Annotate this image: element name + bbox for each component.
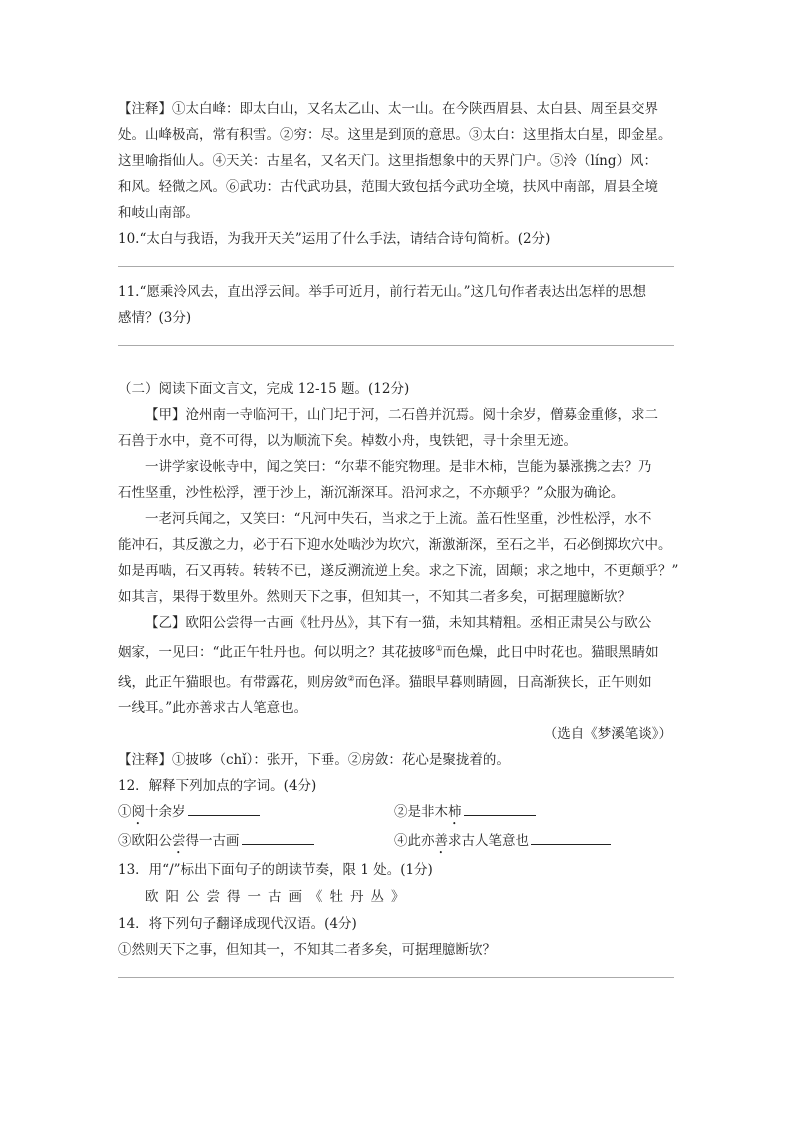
answer-blank[interactable]: [188, 801, 260, 816]
q14-item-1: ①然则天下之事，但知其一，不知其二者多矣，可据理臆断欤？: [118, 942, 496, 958]
answer-line-14[interactable]: [118, 977, 674, 978]
answer-line-10[interactable]: [118, 266, 674, 267]
question-12: 12．解释下列加点的字词。(4分): [118, 778, 317, 794]
q12-item-4: ④此亦善求古人笔意也: [394, 828, 670, 857]
q12-item-2: ②是非木柿: [394, 799, 670, 828]
note-line: 和风。轻微之风。⑥武功：古代武功县，范围大致包括今武功全境，扶风中南部，眉县全境: [118, 179, 658, 195]
question-14: 14．将下列句子翻译成现代汉语。(4分): [118, 916, 357, 932]
answer-blank[interactable]: [242, 830, 314, 845]
poem-notes: [118, 96, 674, 226]
question-11-line2: 感情？(3分): [118, 310, 192, 326]
note-line: 这里喻指仙人。④天关：古星名，又名天门。这里指想象中的天界门户。⑤泠（líng）风：: [118, 153, 657, 169]
question-13: 13．用“/”标出下面句子的朗读节奏，限 1 处。(1分): [118, 862, 433, 878]
footnote-marker: ②: [347, 673, 355, 683]
answer-blank[interactable]: [531, 830, 611, 845]
section-2-heading: （二）阅读下面文言文，完成 12-15 题。(12分): [118, 381, 410, 397]
answer-blank[interactable]: [464, 801, 536, 816]
exam-page: [118, 96, 679, 990]
answer-line-11[interactable]: [118, 345, 674, 346]
question-10: 10.“太白与我语，为我开天关”运用了什么手法，请结合诗句简析。(2分): [118, 231, 551, 247]
q12-item-1: ①阅十余岁: [118, 799, 394, 828]
passage-notes: 【注释】①披哆（chǐ）：张开，下垂。②房敛：花心是聚拢着的。: [118, 752, 510, 768]
note-line: 和岐山南部。: [118, 205, 199, 221]
passage-yi: 【乙】欧阳公尝得一古画《牡丹丛》，其下有一猫，未知其精粗。丞相正肃吴公与欧公 姻家，一见曰：“此正午牡丹也。何以明之？其花披哆①而色燥，此日中时花也。猫眼黑睛如 线，此正午猫眼也。有带露花，则房敛②而色泽。猫眼早暮则睛圆，日高渐狭长，正午则如 一线耳。”此亦善求古人笔意也。: [118, 615, 659, 716]
note-line: 【注释】①太白峰：即太白山，又名太乙山、太一山。在今陕西眉县、太白县、周至县交界: [118, 101, 658, 117]
passage-jia: 【甲】沧州南一寺临河干，山门圮于河，二石兽并沉焉。阅十余岁，僧募金重修，求二 石兽于水中，竟不可得，以为顺流下矣。棹数小舟，曳铁钯，寻十余里无迹。 一讲学家设帐寺中，闻之笑曰：“尔辈不能究物理。是非木柿，岂能为暴涨携之去？乃 石性坚重，沙性松浮，湮于沙上，渐沉渐深耳。沿河求之，不亦颠乎？”众服为确论。 一老河兵闻之，又笑曰：“凡河中失石，当求之于上流。盖石性坚重，沙性松浮，水不 能冲石，其反激之力，必于石下迎水处啮沙为坎穴，渐激渐深，至石之半，石必倒掷坎穴中。 如是再啮，石又再转。转转不已，遂反溯流逆上矣。求之下流，固颠；求之地中，不更颠乎？” 如其言，果得于数里外。然则天下之事，但知其一，不知其二者多矣，可据理臆断欤？: [118, 407, 679, 605]
rhythm-sentence[interactable]: 欧阳公尝得一古画《牡丹丛》: [145, 889, 412, 905]
question-11-line1: 11.“愿乘泠风去，直出浮云间。举手可近月，前行若无山。”这几句作者表达出怎样的思想: [118, 284, 647, 300]
footnote-marker: ①: [435, 644, 443, 653]
source-citation: （选自《梦溪笔谈》）: [543, 726, 672, 742]
q12-item-3: ③欧阳公尝得一古画: [118, 828, 394, 857]
note-line: 处。山峰极高，常有积雪。②穷：尽。这里是到顶的意思。③太白：这里指太白星，即金星。: [118, 127, 672, 143]
